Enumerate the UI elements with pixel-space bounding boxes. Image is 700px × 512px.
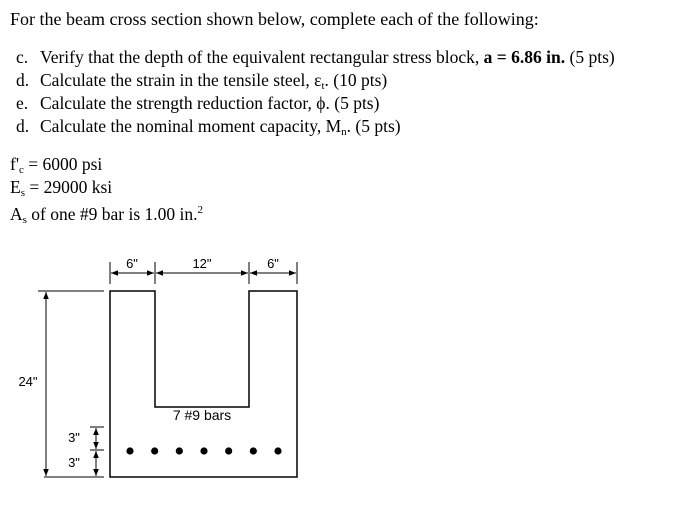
dim-web-gap: 12" <box>192 256 212 271</box>
task-bold-value: a = 6.86 in. <box>483 47 566 67</box>
dim-right-flange: 6" <box>267 256 279 271</box>
given-symbol: E <box>10 177 21 197</box>
given-fc <box>10 153 203 176</box>
task-points: . (5 pts) <box>346 116 401 136</box>
height-dimension-line <box>38 291 104 477</box>
task-list <box>16 46 615 138</box>
task-item-c <box>16 46 615 69</box>
task-subscript: n <box>341 126 347 138</box>
given-subscript: s <box>22 214 27 226</box>
rebar-dot <box>200 447 207 454</box>
task-text: Calculate the strain in the tensile steel, ε <box>40 70 322 90</box>
rebar-dot <box>126 447 133 454</box>
given-es <box>10 176 203 199</box>
task-letter: c. <box>16 47 29 67</box>
rebar-dot <box>250 447 257 454</box>
task-text: Calculate the strength reduction factor, ϕ. (5 pts) <box>40 93 380 113</box>
given-symbol: f' <box>10 154 19 174</box>
task-text: Verify that the depth of the equivalent rectangular stress block, <box>40 47 484 67</box>
task-text: Calculate the nominal moment capacity, M <box>40 116 342 136</box>
rebar-group <box>126 447 281 454</box>
dim-cover-1: 3" <box>68 430 80 445</box>
rebar-dot <box>225 447 232 454</box>
task-item-d <box>16 69 615 92</box>
task-letter: d. <box>16 70 30 90</box>
task-subscript: t <box>321 80 325 92</box>
given-value: = 6000 psi <box>23 154 103 174</box>
bars-label: 7 #9 bars <box>172 407 232 423</box>
task-points: (5 pts) <box>565 47 615 67</box>
given-as <box>10 199 204 226</box>
given-value: = 29000 ksi <box>24 177 113 197</box>
given-superscript: 2 <box>197 204 204 216</box>
dim-height: 24" <box>18 374 38 389</box>
given-values <box>10 153 204 226</box>
rebar-dot <box>176 447 183 454</box>
given-value: of one #9 bar is 1.00 in. <box>26 204 198 224</box>
given-subscript: s <box>20 187 25 199</box>
dim-cover-2: 3" <box>68 455 80 470</box>
dim-left-flange: 6" <box>126 256 138 271</box>
rebar-dot <box>274 447 281 454</box>
given-symbol: A <box>10 204 23 224</box>
task-item-e <box>16 92 615 115</box>
task-item-d2 <box>16 115 615 138</box>
task-points: . (10 pts) <box>324 70 388 90</box>
given-subscript: c <box>18 164 24 176</box>
problem-intro: For the beam cross section shown below, complete each of the following: <box>10 9 539 29</box>
rebar-dot <box>151 447 158 454</box>
task-letter: e. <box>16 93 29 113</box>
task-letter: d. <box>16 116 30 136</box>
cover-dimension-line <box>90 427 104 476</box>
beam-cross-section-diagram <box>0 240 700 512</box>
